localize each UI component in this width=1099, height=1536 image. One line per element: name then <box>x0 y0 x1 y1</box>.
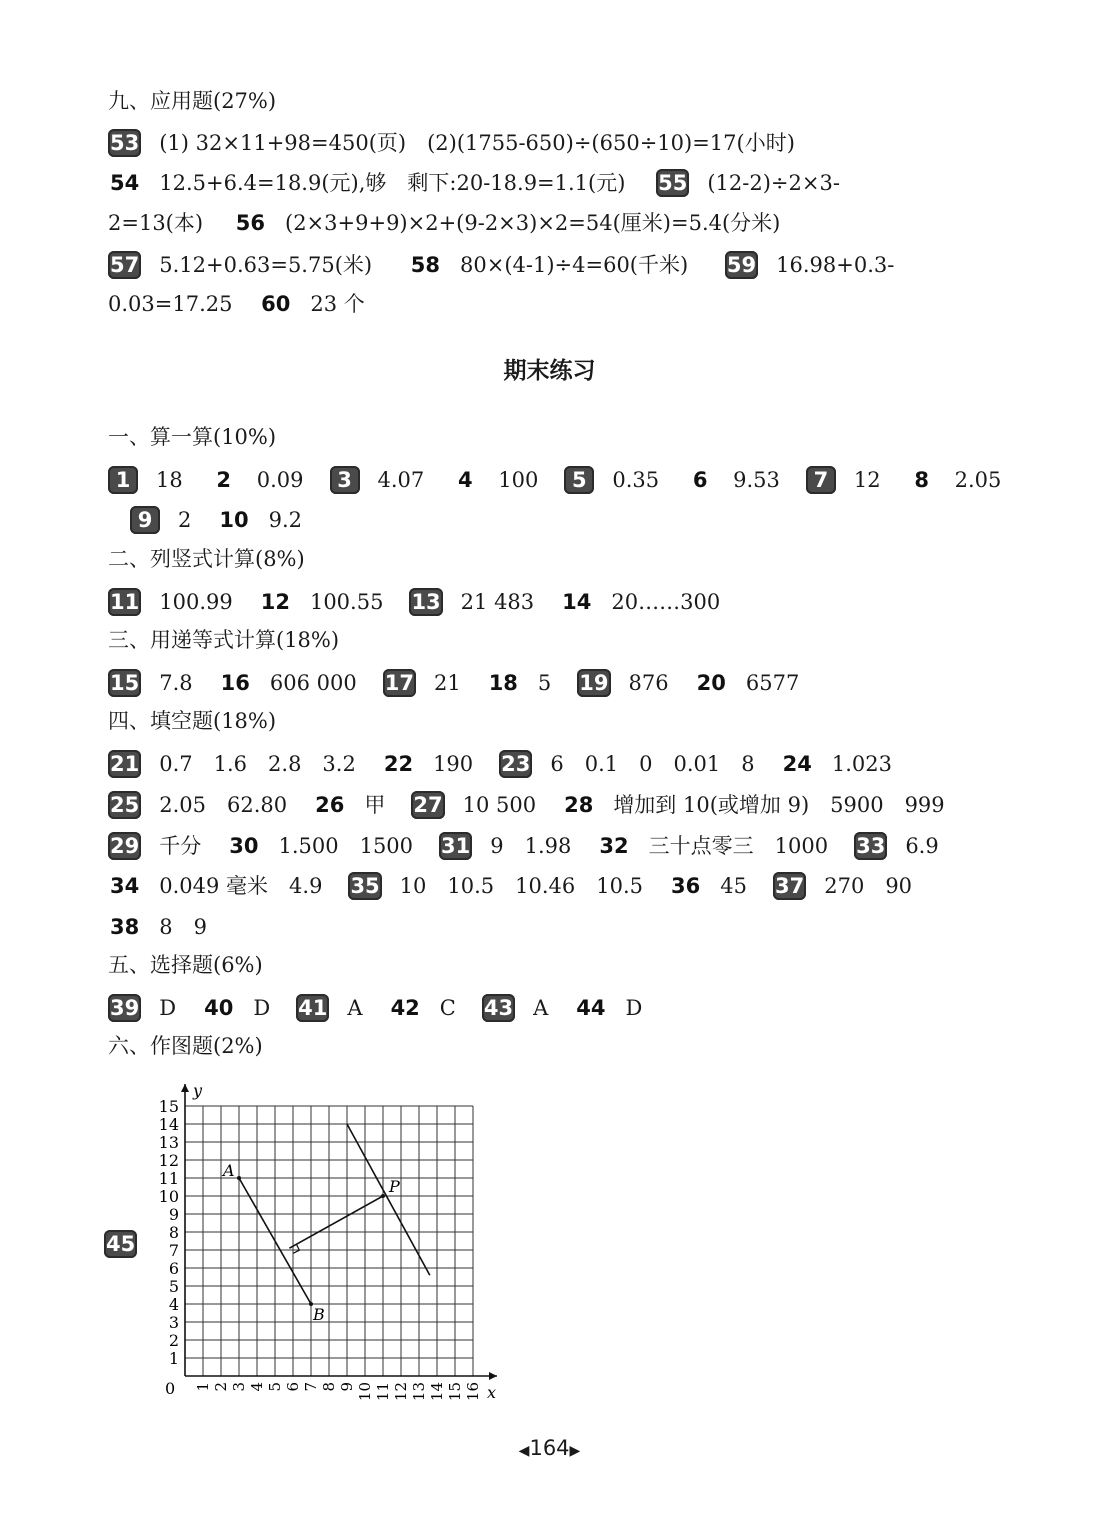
q56-answer: (2×3+9+9)×2+(9-2×3)×2=54(厘米)=5.4(分米) <box>285 210 781 235</box>
q41-answer: A <box>347 995 363 1020</box>
x-axis-label: x <box>487 1383 497 1402</box>
q3-badge: 3 <box>330 466 360 494</box>
q43-badge: 43 <box>483 995 514 1020</box>
q54-answer: 12.5+6.4=18.9(元),够 剩下:20-18.9=1.1(元) <box>159 170 626 195</box>
y-tick-label: 15 <box>158 1097 179 1116</box>
q45-row <box>104 1227 155 1258</box>
q35-answer: 10 10.5 10.46 10.5 <box>399 873 644 898</box>
part5-heading: 五、选择题(6%) <box>108 953 263 977</box>
axes <box>181 1081 497 1402</box>
right-arrow-icon: ▶ <box>569 1443 581 1459</box>
q57-answer: 5.12+0.63=5.75(米) <box>159 252 373 277</box>
q2-answer: 0.09 <box>256 467 304 492</box>
q25-badge: 25 <box>110 792 140 817</box>
q8-badge: 8 <box>914 467 929 492</box>
segment-parallel <box>347 1124 430 1275</box>
part1-heading: 一、算一算(10%) <box>108 425 277 449</box>
q38-answer: 8 9 <box>159 914 207 939</box>
q1-answer: 18 <box>156 467 183 492</box>
q41-badge: 41 <box>298 995 328 1020</box>
q32-badge: 32 <box>599 833 629 858</box>
q24-badge: 24 <box>782 751 812 776</box>
x-tick-label: 8 <box>320 1382 338 1392</box>
y-tick-label: 7 <box>168 1241 179 1260</box>
point-P <box>381 1194 385 1198</box>
y-tick-label: 11 <box>158 1169 179 1188</box>
y-tick-label: 12 <box>158 1151 179 1170</box>
part1-row1 <box>108 463 1027 495</box>
x-tick-label: 14 <box>428 1382 446 1402</box>
q31-answer: 9 1.98 <box>490 833 572 858</box>
q55-badge: 55 <box>658 170 688 195</box>
q34-answer: 0.049 毫米 4.9 <box>159 873 323 898</box>
y-tick-label: 8 <box>168 1223 179 1242</box>
q9-badge: 9 <box>130 506 160 534</box>
q22-answer: 190 <box>433 751 474 776</box>
q13-badge: 13 <box>411 589 441 614</box>
q30-badge: 30 <box>229 833 259 858</box>
q36-badge: 36 <box>671 873 701 898</box>
part6-heading: 六、作图题(2%) <box>108 1034 263 1058</box>
q19-answer: 876 <box>628 670 669 695</box>
q45-badge: 45 <box>106 1231 136 1256</box>
q11-badge: 11 <box>110 589 140 614</box>
y-tick-label: 4 <box>168 1295 179 1314</box>
q23-answer: 6 0.1 0 0.01 8 <box>550 751 755 776</box>
point-A <box>237 1176 241 1180</box>
q15-badge: 15 <box>110 670 140 695</box>
x-tick-label: 3 <box>230 1382 248 1392</box>
q5-badge: 5 <box>564 466 594 494</box>
q18-badge: 18 <box>488 670 518 695</box>
q11-answer: 100.99 <box>159 589 233 614</box>
y-axis-arrow-icon <box>181 1084 189 1092</box>
y-tick-label: 2 <box>168 1331 179 1350</box>
q59-badge: 59 <box>726 252 757 277</box>
q12-answer: 100.55 <box>309 589 384 614</box>
grid-lines <box>185 1106 473 1376</box>
x-tick-label: 7 <box>302 1382 320 1392</box>
q28-badge: 28 <box>564 792 594 817</box>
origin-label: 0 <box>165 1379 176 1398</box>
q22-badge: 22 <box>383 751 414 776</box>
q39-badge: 39 <box>110 995 140 1020</box>
coordinate-grid-chart <box>150 1072 520 1412</box>
q2-badge: 2 <box>216 467 232 492</box>
q14-answer: 20……300 <box>611 589 721 614</box>
q55-answer-cont: 2=13(本) <box>108 210 204 235</box>
x-axis-arrow-icon <box>489 1372 497 1380</box>
y-tick-label: 9 <box>168 1205 179 1224</box>
q16-answer: 606 000 <box>269 670 357 695</box>
q53-badge: 53 <box>110 130 140 155</box>
q44-answer: D <box>625 995 643 1020</box>
x-tick-label: 9 <box>338 1382 356 1392</box>
q60-answer: 23 个 <box>310 291 365 316</box>
q29-badge: 29 <box>110 833 140 858</box>
y-tick-label: 6 <box>168 1259 179 1278</box>
q21-answer: 0.7 1.6 2.8 3.2 <box>159 751 356 776</box>
section9-heading: 九、应用题(27%) <box>108 89 277 113</box>
y-axis-label: y <box>193 1081 203 1100</box>
q38-badge: 38 <box>110 914 140 939</box>
q26-answer: 甲 <box>364 792 386 817</box>
q19-badge: 19 <box>579 670 609 695</box>
answer-row <box>108 166 840 198</box>
q39-answer: D <box>159 995 177 1020</box>
q17-badge: 17 <box>384 670 414 695</box>
q20-answer: 6577 <box>745 670 800 695</box>
y-tick-label: 3 <box>168 1313 179 1332</box>
point-label-B: B <box>313 1305 325 1324</box>
x-tick-label: 6 <box>284 1382 302 1392</box>
q40-badge: 40 <box>204 995 234 1020</box>
page-number-value: 164 <box>529 1436 570 1460</box>
part5-row <box>108 991 668 1023</box>
part1-row2 <box>130 503 328 535</box>
q59-answer-cont: 0.03=17.25 <box>108 291 233 316</box>
q30-answer: 1.500 1500 <box>278 833 414 858</box>
q24-answer: 1.023 <box>831 751 892 776</box>
q7-answer: 12 <box>853 467 881 492</box>
x-tick-label: 16 <box>464 1382 482 1402</box>
y-tick-label: 13 <box>158 1133 179 1152</box>
x-tick-label: 10 <box>356 1382 374 1402</box>
q10-badge: 10 <box>219 507 249 532</box>
q43-answer: A <box>533 995 549 1020</box>
q31-badge: 31 <box>441 833 471 858</box>
part4-row5 <box>108 910 233 942</box>
q20-badge: 20 <box>696 670 726 695</box>
part4-row4 <box>108 869 938 901</box>
q60-badge: 60 <box>261 291 291 316</box>
q7-badge: 7 <box>806 466 836 494</box>
x-tick-label: 4 <box>248 1382 266 1392</box>
point-label-P: P <box>389 1177 400 1196</box>
y-tick-label: 10 <box>158 1187 179 1206</box>
q32-answer: 三十点零三 1000 <box>648 833 829 858</box>
left-arrow-icon: ◀ <box>518 1443 530 1459</box>
answer-row <box>108 248 894 280</box>
q59-answer: 16.98+0.3- <box>776 252 895 277</box>
q3-answer: 4.07 <box>377 467 425 492</box>
y-tick-label: 5 <box>168 1277 179 1296</box>
page-number <box>0 1436 1099 1460</box>
q36-answer: 45 <box>720 873 747 898</box>
part2-heading: 二、列竖式计算(8%) <box>108 547 305 571</box>
q27-answer: 10 500 <box>462 792 537 817</box>
tick-labels <box>159 1097 482 1401</box>
part4-heading: 四、填空题(18%) <box>108 709 277 733</box>
q54-badge: 54 <box>110 170 140 195</box>
x-tick-label: 1 <box>194 1382 212 1392</box>
q37-answer: 270 90 <box>824 873 913 898</box>
x-tick-label: 15 <box>446 1382 464 1402</box>
q33-answer: 6.9 <box>905 833 939 858</box>
x-tick-label: 2 <box>212 1382 230 1392</box>
q40-answer: D <box>253 995 271 1020</box>
q37-badge: 37 <box>775 873 805 898</box>
q57-badge: 57 <box>110 252 140 277</box>
x-tick-label: 13 <box>410 1382 428 1402</box>
part4-row2 <box>108 788 971 820</box>
q16-badge: 16 <box>220 670 250 695</box>
segment-perpendicular <box>289 1196 383 1248</box>
q8-answer: 2.05 <box>954 467 1002 492</box>
q10-answer: 9.2 <box>268 507 303 532</box>
q4-answer: 100 <box>498 467 539 492</box>
q35-badge: 35 <box>350 873 380 898</box>
q9-answer: 2 <box>178 507 192 532</box>
q21-badge: 21 <box>110 751 140 776</box>
q27-badge: 27 <box>413 792 443 817</box>
q42-badge: 42 <box>390 995 420 1020</box>
part3-heading: 三、用递等式计算(18%) <box>108 628 340 652</box>
x-tick-label: 5 <box>266 1382 284 1392</box>
q25-answer: 2.05 62.80 <box>159 792 288 817</box>
q6-badge: 6 <box>692 467 708 492</box>
answer-row <box>108 206 780 238</box>
q58-badge: 58 <box>410 252 441 277</box>
q12-badge: 12 <box>260 589 290 614</box>
q17-answer: 21 <box>433 670 461 695</box>
q4-badge: 4 <box>457 467 473 492</box>
q14-badge: 14 <box>562 589 592 614</box>
q13-answer: 21 483 <box>460 589 535 614</box>
q18-answer: 5 <box>537 670 552 695</box>
x-tick-label: 11 <box>374 1382 392 1402</box>
q44-badge: 44 <box>576 995 606 1020</box>
q23-badge: 23 <box>501 751 531 776</box>
point-label-A: A <box>223 1161 235 1180</box>
q5-answer: 0.35 <box>612 467 660 492</box>
y-tick-label: 14 <box>158 1115 179 1134</box>
q58-answer: 80×(4-1)÷4=60(千米) <box>460 252 689 277</box>
q15-answer: 7.8 <box>159 670 193 695</box>
q1-badge: 1 <box>108 466 138 494</box>
answer-row <box>108 287 365 319</box>
part2-row <box>108 585 746 617</box>
page-title: 期末练习 <box>503 357 596 384</box>
y-tick-label: 1 <box>168 1349 179 1368</box>
answer-row <box>108 126 795 158</box>
q6-answer: 9.53 <box>733 467 780 492</box>
q55-answer: (12-2)÷2×3- <box>707 170 840 195</box>
q29-answer: 千分 <box>159 833 202 858</box>
part3-row <box>108 666 825 698</box>
q34-badge: 34 <box>110 873 140 898</box>
q53-answer: (1) 32×11+98=450(页) (2)(1755-650)÷(650÷10)=17(小时) <box>159 130 795 155</box>
q33-badge: 33 <box>856 833 886 858</box>
q42-answer: C <box>439 995 456 1020</box>
q28-answer: 增加到 10(或增加 9) 5900 999 <box>613 792 945 817</box>
x-tick-label: 12 <box>392 1382 410 1402</box>
q26-badge: 26 <box>315 792 345 817</box>
part4-row1 <box>108 747 918 779</box>
q56-badge: 56 <box>235 210 265 235</box>
part4-row3 <box>108 829 965 861</box>
